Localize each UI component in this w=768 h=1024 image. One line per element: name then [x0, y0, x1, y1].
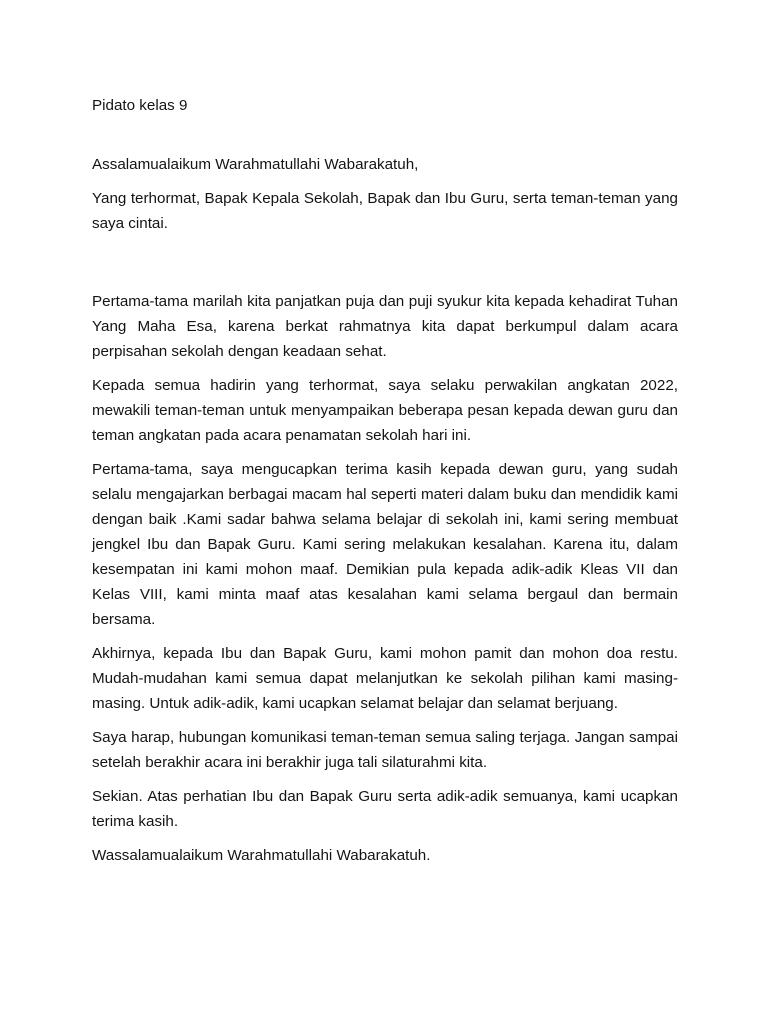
paragraph-spacer — [92, 245, 678, 289]
closing-greeting: Wassalamualaikum Warahmatullahi Wabarakatuh. — [92, 847, 431, 864]
hope-paragraph: Saya harap, hubungan komunikasi teman-teman semua saling terjaga. Jangan sampai setelah berakhir acara ini berakhir juga tali silaturahmi kita. — [92, 729, 678, 771]
thanks-paragraph: Sekian. Atas perhatian Ibu dan Bapak Guru serta adik-adik semuanya, kami ucapkan terima kasih. — [92, 788, 678, 830]
representative-paragraph: Kepada semua hadirin yang terhormat, saya selaku perwakilan angkatan 2022, mewakili teman-teman untuk menyampaikan beberapa pesan kepada dewan guru dan teman angkatan pada acara penamatan sekolah hari ini. — [92, 377, 678, 444]
opening-paragraph: Pertama-tama marilah kita panjatkan puja dan puji syukur kita kepada kehadirat Tuhan Yang Maha Esa, karena berkat rahmatnya kita dapat berkumpul dalam acara perpisahan sekolah dengan keadaan sehat. — [92, 293, 678, 360]
gratitude-paragraph: Pertama-tama, saya mengucapkan terima kasih kepada dewan guru, yang sudah selalu mengajarkan berbagai macam hal seperti materi dalam buku dan mendidik kami dengan baik .Kami sadar bahwa selama belajar di sekolah ini, kami sering membuat jengkel Ibu dan Bapak Guru. Kami sering melakukan kesalahan. Karena itu, dalam kesempatan ini kami mohon maaf. Demikian pula kepada adik-adik Kleas VII dan Kelas VIII, kami minta maaf atas kesalahan kami selama bergaul dan bermain bersama. — [92, 461, 678, 628]
document-title: Pidato kelas 9 — [92, 97, 188, 114]
salutation-paragraph: Yang terhormat, Bapak Kepala Sekolah, Bapak dan Ibu Guru, serta teman-teman yang saya cintai. — [92, 190, 678, 232]
opening-greeting: Assalamualaikum Warahmatullahi Wabarakatuh, — [92, 156, 419, 173]
farewell-paragraph: Akhirnya, kepada Ibu dan Bapak Guru, kami mohon pamit dan mohon doa restu. Mudah-mudahan kami semua dapat melanjutkan ke sekolah pilihan kami masing-masing. Untuk adik-adik, kami ucapkan selamat belajar dan selamat berjuang. — [92, 645, 678, 712]
speech-document — [92, 93, 678, 877]
